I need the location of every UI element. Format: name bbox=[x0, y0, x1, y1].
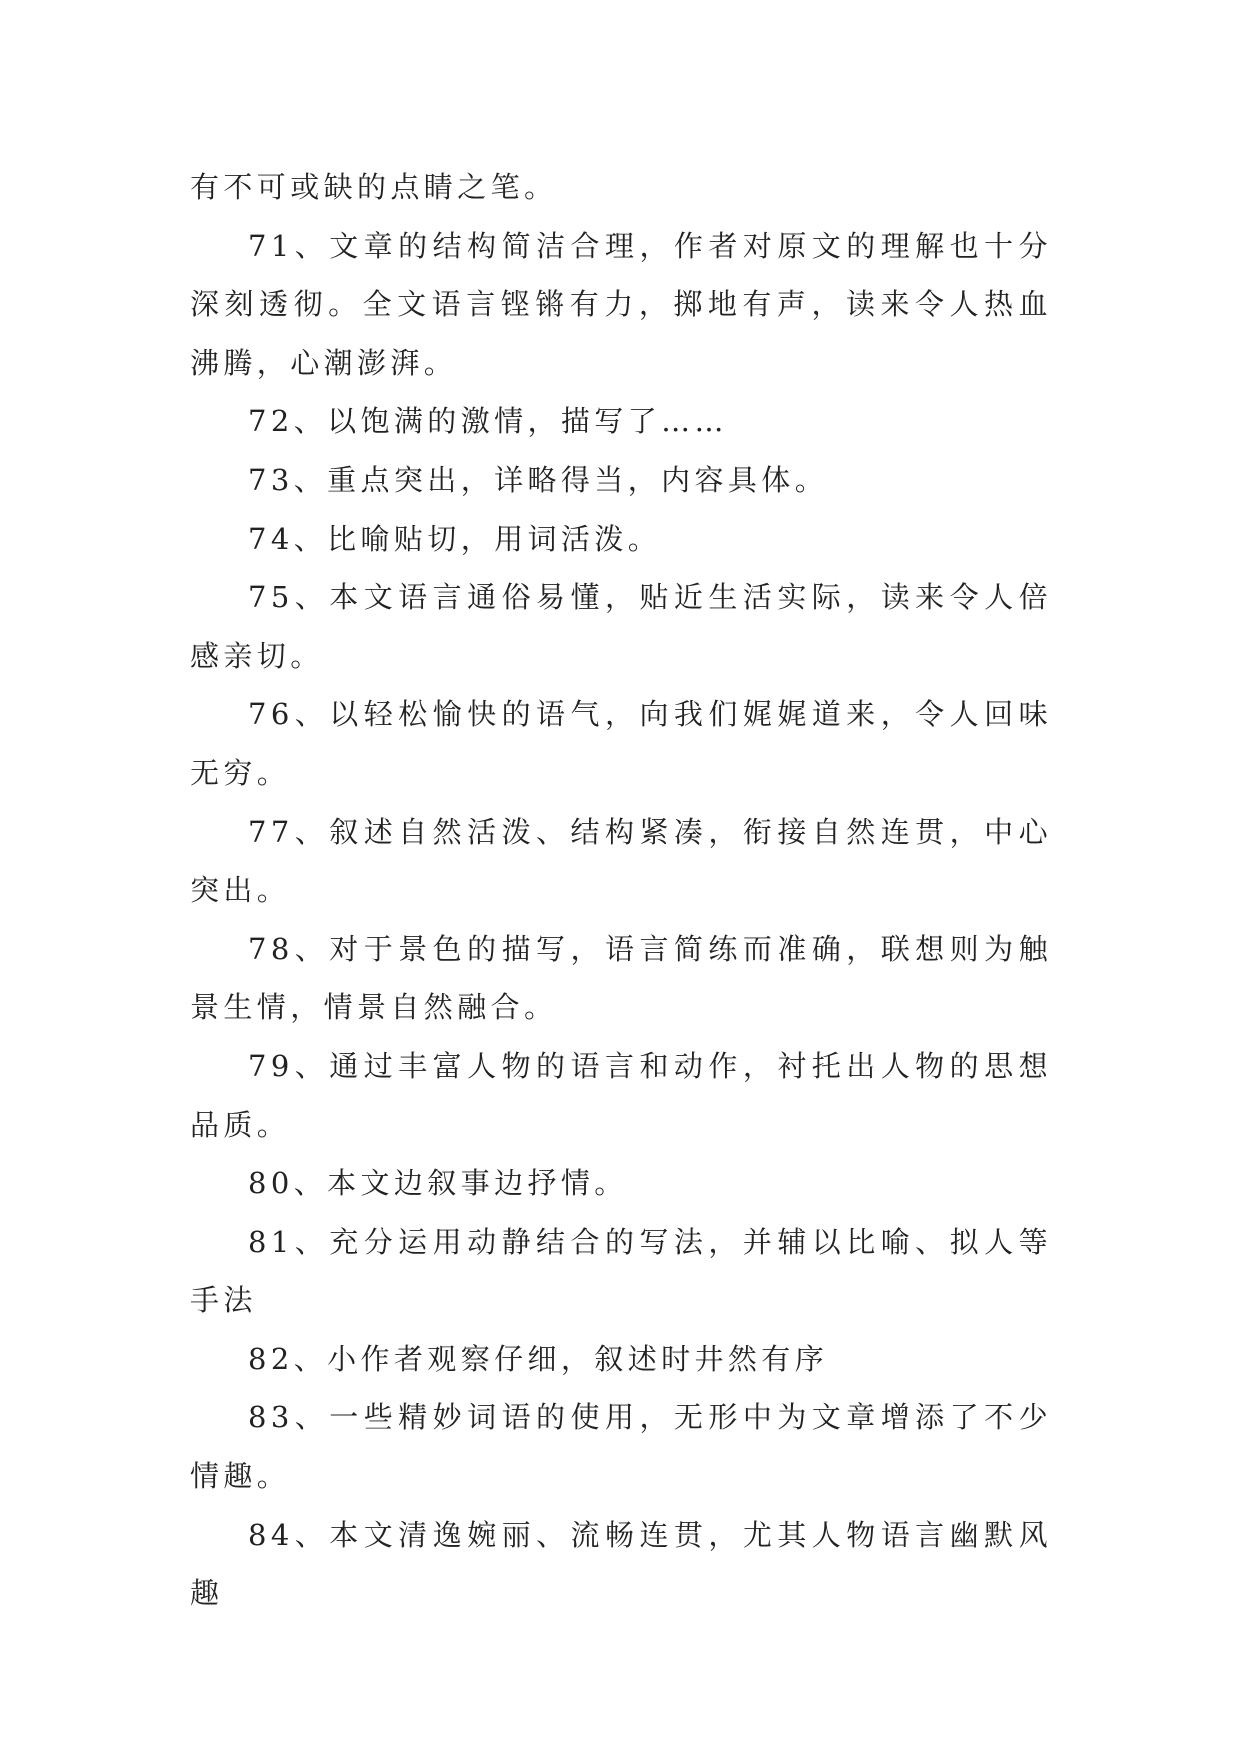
paragraph-79: 79、通过丰富人物的语言和动作，衬托出人物的思想品质。 bbox=[190, 1048, 1052, 1142]
paragraph-83: 83、一些精妙词语的使用，无形中为文章增添了不少情趣。 bbox=[190, 1400, 1052, 1494]
paragraph-71: 71、文章的结构简洁合理，作者对原文的理解也十分深刻透彻。全文语言铿锵有力，掷地有声，读来令人热血沸腾，心潮澎湃。 bbox=[190, 228, 1052, 380]
paragraph-74: 74、比喻贴切，用词活泼。 bbox=[248, 521, 662, 556]
paragraph-78: 78、对于景色的描写，语言简练而准确，联想则为触景生情，情景自然融合。 bbox=[190, 931, 1052, 1025]
paragraph-82: 82、小作者观察仔细，叙述时井然有序 bbox=[248, 1341, 829, 1376]
paragraph-77: 77、叙述自然活泼、结构紧凑，衔接自然连贯，中心突出。 bbox=[190, 814, 1052, 908]
paragraph-84: 84、本文清逸婉丽、流畅连贯，尤其人物语言幽默风趣 bbox=[190, 1517, 1052, 1611]
paragraph-continuation: 有不可或缺的点睛之笔。 bbox=[190, 170, 558, 204]
paragraph-80: 80、本文边叙事边抒情。 bbox=[248, 1166, 628, 1201]
paragraph-76: 76、以轻松愉快的语气，向我们娓娓道来，令人回味无穷。 bbox=[190, 697, 1052, 790]
paragraph-75: 75、本文语言通俗易懂，贴近生活实际，读来令人倍感亲切。 bbox=[190, 580, 1052, 673]
document-body bbox=[190, 158, 1052, 1623]
paragraph-72: 72、以饱满的激情，描写了…… bbox=[248, 404, 728, 439]
paragraph-81: 81、充分运用动静结合的写法，并辅以比喻、拟人等手法 bbox=[190, 1224, 1052, 1318]
paragraph-73: 73、重点突出，详略得当，内容具体。 bbox=[248, 462, 829, 497]
